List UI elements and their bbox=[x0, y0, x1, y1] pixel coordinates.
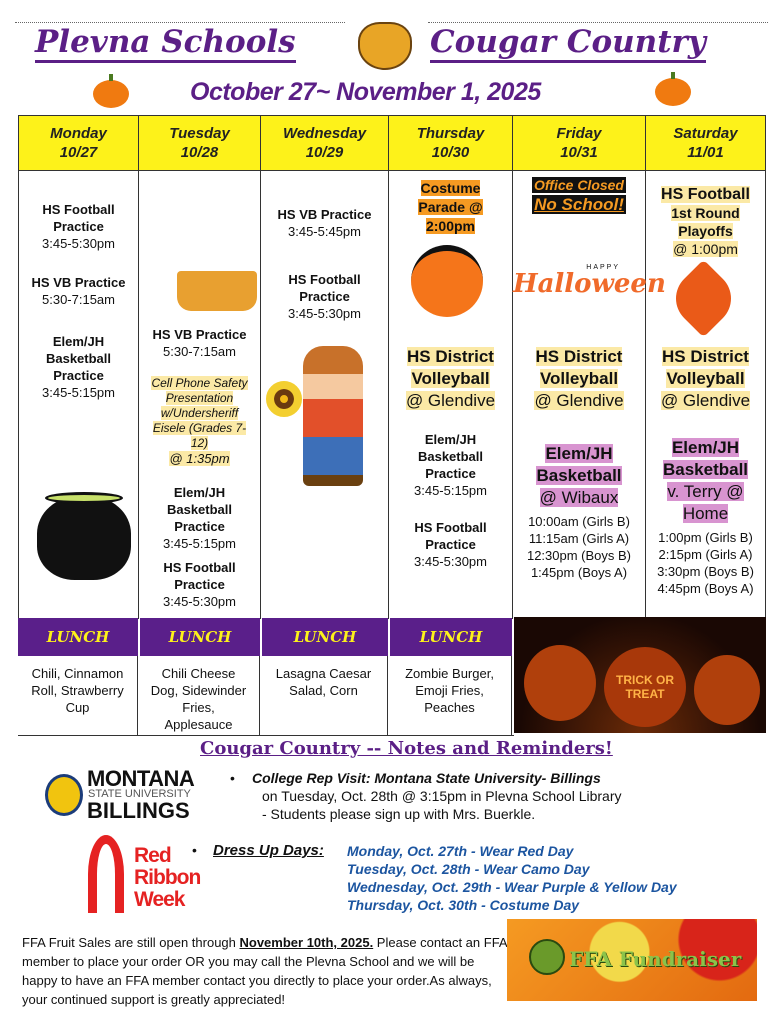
event: Elem/JH Basketball Practice 3:45-5:15pm bbox=[42, 334, 115, 400]
witch-cauldron-icon bbox=[37, 496, 131, 580]
cougar-mascot-icon bbox=[358, 22, 412, 70]
game-times: 10:00am (Girls B) 11:15am (Girls A) 12:30pm (Boys B) 1:45pm (Boys A) bbox=[526, 514, 632, 580]
event: HS Football Practice 3:45-5:30pm bbox=[163, 560, 236, 609]
day-header-wednesday: Wednesday 10/29 bbox=[261, 116, 389, 171]
jack-o-lanterns-image: TRICK OR TREAT bbox=[514, 617, 766, 733]
event-highlight: Cell Phone Safety Presentation w/Undersheriff Eisele (Grades 7-12) @ 1:35pm bbox=[151, 376, 248, 466]
event: HS VB Practice 5:30-7:15am bbox=[152, 327, 247, 359]
happy-halloween-art: HAPPY Halloween bbox=[513, 264, 666, 299]
event-district-volleyball: HS District Volleyball @ Glendive bbox=[534, 347, 624, 410]
ffa-emblem-icon bbox=[529, 939, 565, 975]
event: HS VB Practice 5:30-7:15am bbox=[31, 275, 126, 307]
event: Elem/JH Basketball Practice 3:45-5:15pm bbox=[163, 485, 236, 551]
event: HS Football Practice 3:45-5:30pm bbox=[414, 520, 487, 569]
event-costume-parade: Costume Parade @ 2:00pm bbox=[418, 180, 483, 234]
day-header-thursday: Thursday 10/30 bbox=[389, 116, 513, 171]
college-rep-notice: College Rep Visit: Montana State University- Billings on Tuesday, Oct. 28th @ 3:15pm in Plevna School Library - Students please sign up with Mrs. Buerkle. bbox=[252, 770, 622, 822]
maple-leaf-icon bbox=[665, 260, 743, 338]
red-ribbon-icon bbox=[88, 835, 124, 913]
sunflower-icon bbox=[266, 381, 302, 417]
red-ribbon-week-logo: Red Ribbon Week bbox=[134, 844, 201, 911]
pumpkin-icon bbox=[655, 78, 691, 106]
lunch-header-wednesday: LUNCH bbox=[262, 618, 388, 656]
event-basketball-wibaux: Elem/JH Basketball @ Wibaux bbox=[536, 444, 622, 507]
scarecrow-icon bbox=[303, 346, 363, 486]
lunch-menu-wednesday: Lasagna Caesar Salad, Corn bbox=[260, 656, 388, 736]
dress-up-heading: Dress Up Days: bbox=[213, 842, 324, 859]
yellowjacket-icon bbox=[45, 774, 83, 816]
day-cell-thursday bbox=[389, 171, 513, 619]
pumpkin-icon bbox=[93, 80, 129, 108]
day-cell-wednesday bbox=[261, 171, 389, 619]
day-cell-monday bbox=[19, 171, 139, 619]
ffa-fruit-sales-notice: FFA Fruit Sales are still open through November 10th, 2025. Please contact an FFA member to place your order OR you may call the Plevna School and we will be happy to have an FFA member contact you directly to place your order.As always, your continued support is greatly appreciated! bbox=[22, 935, 507, 1007]
lunch-menu-monday: Chili, Cinnamon Roll, Strawberry Cup bbox=[18, 656, 138, 736]
day-header-monday: Monday 10/27 bbox=[19, 116, 139, 171]
lunch-header-monday: LUNCH bbox=[18, 618, 138, 656]
lunch-menu-tuesday: Chili Cheese Dog, Sidewinder Fries, Applesauce bbox=[138, 656, 260, 736]
day-header-friday: Friday 10/31 bbox=[513, 116, 646, 171]
day-cell-saturday bbox=[646, 171, 766, 619]
day-header-tuesday: Tuesday 10/28 bbox=[139, 116, 261, 171]
lunch-header-tuesday: LUNCH bbox=[140, 618, 260, 656]
snoopy-autumn-icon bbox=[177, 271, 257, 311]
ffa-fundraiser-banner: FFA Fundraiser bbox=[507, 919, 757, 1001]
date-range: October 27~ November 1, 2025 bbox=[190, 78, 541, 106]
game-times: 1:00pm (Girls B) 2:15pm (Girls A) 3:30pm (Boys B) 4:45pm (Boys A) bbox=[657, 530, 754, 596]
notes-title: Cougar Country -- Notes and Reminders! bbox=[200, 738, 613, 759]
weekly-calendar bbox=[18, 115, 766, 619]
day-header-saturday: Saturday 11/01 bbox=[646, 116, 766, 171]
msub-logo: MONTANA STATE UNIVERSITY BILLINGS bbox=[45, 768, 215, 823]
event: HS VB Practice 3:45-5:45pm bbox=[277, 207, 372, 239]
event-football-playoffs: HS Football 1st Round Playoffs @ 1:00pm bbox=[661, 186, 750, 257]
day-cell-tuesday bbox=[139, 171, 261, 619]
lunch-menu-thursday: Zombie Burger, Emoji Fries, Peaches bbox=[388, 656, 512, 736]
jack-o-lantern-bucket-icon bbox=[411, 245, 483, 317]
event: Elem/JH Basketball Practice 3:45-5:15pm bbox=[414, 432, 487, 498]
day-cell-friday bbox=[513, 171, 666, 619]
page-title-left: Plevna Schools bbox=[35, 24, 296, 63]
event: HS Football Practice 3:45-5:30pm bbox=[42, 202, 115, 251]
event-district-volleyball: HS District Volleyball @ Glendive bbox=[405, 347, 496, 410]
event-district-volleyball: HS District Volleyball @ Glendive bbox=[660, 347, 751, 410]
office-closed-notice: Office Closed No School! bbox=[534, 177, 624, 214]
lunch-header-thursday: LUNCH bbox=[390, 618, 512, 656]
event-basketball-terry: Elem/JH Basketball v. Terry @ Home bbox=[662, 438, 749, 523]
page-title-right: Cougar Country bbox=[430, 24, 706, 63]
event: HS Football Practice 3:45-5:30pm bbox=[288, 272, 361, 321]
dress-up-days-list: Monday, Oct. 27th - Wear Red Day Tuesday, Oct. 28th - Wear Camo Day Wednesday, Oct. 29th - Wear Purple & Yellow Day Thursday, Oct. 30th - Costume Day bbox=[347, 843, 677, 913]
